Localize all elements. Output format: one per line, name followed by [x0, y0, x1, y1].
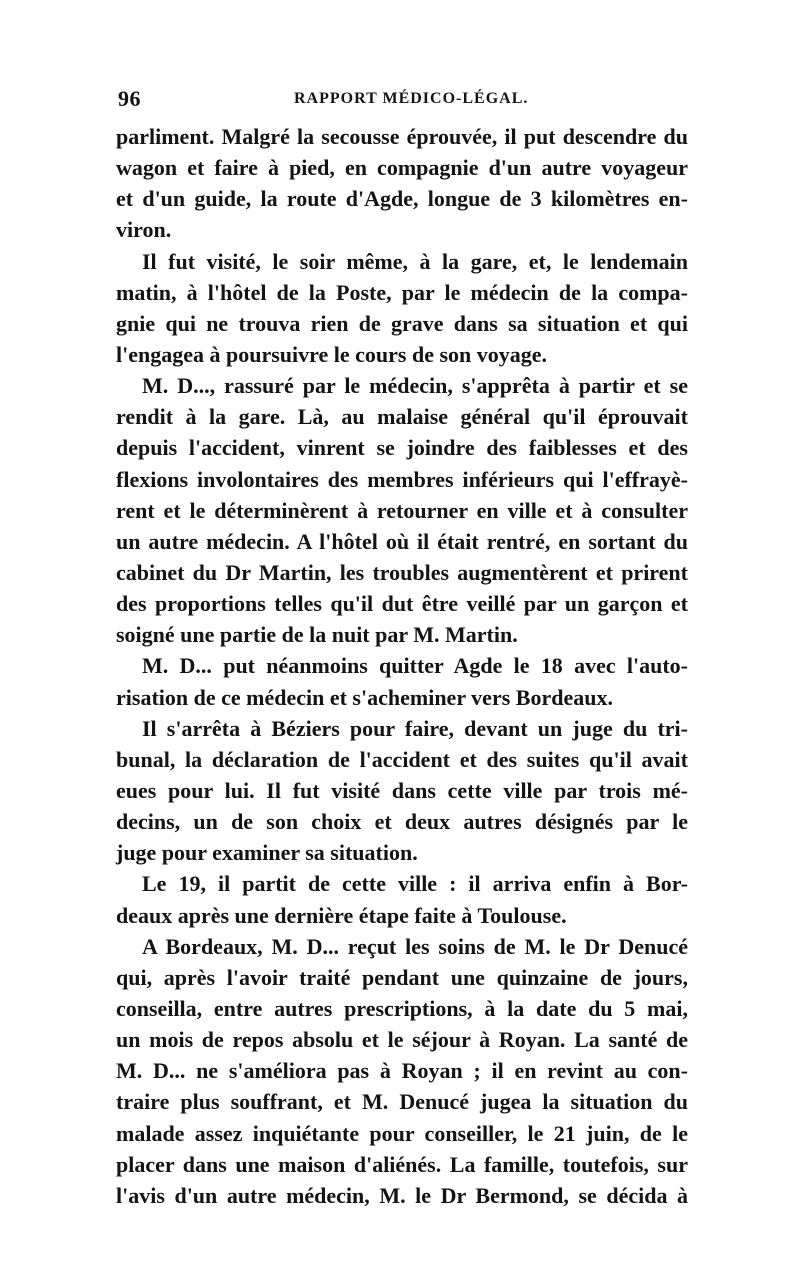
running-head	[118, 86, 678, 116]
page-number: 96	[118, 86, 141, 111]
text-line: Il fut visité, le soir même, à la gare, et, le lendemain	[142, 248, 688, 274]
body-text	[116, 121, 688, 1211]
text-line: malade assez inquiétante pour conseiller, le 21 juin, de le	[116, 1120, 688, 1146]
text-line: viron.	[116, 217, 172, 243]
text-line: Il s'arrêta à Béziers pour faire, devant un juge du tri-	[142, 715, 688, 741]
text-line: Le 19, il partit de cette ville : il arriva enfin à Bor-	[142, 871, 688, 897]
text-line: bunal, la déclaration de l'accident et des suites qu'il avait	[116, 746, 688, 772]
text-line: un autre médecin. A l'hôtel où il était rentré, en sortant du	[116, 528, 688, 554]
text-line: M. D... ne s'améliora pas à Royan ; il en revint au con-	[116, 1058, 688, 1084]
text-line: et d'un guide, la route d'Agde, longue de 3 kilomètres en-	[116, 186, 688, 212]
text-line: A Bordeaux, M. D... reçut les soins de M. le Dr Denucé	[142, 933, 688, 959]
text-line: deaux après une dernière étape faite à Toulouse.	[116, 902, 567, 928]
text-line: wagon et faire à pied, en compagnie d'un autre voyageur	[116, 155, 688, 181]
text-line: un mois de repos absolu et le séjour à Royan. La santé de	[116, 1027, 688, 1053]
text-line: traire plus souffrant, et M. Denucé jugea la situation du	[116, 1089, 688, 1115]
text-line: matin, à l'hôtel de la Poste, par le médecin de la compa-	[116, 279, 688, 305]
text-line: flexions involontaires des membres inférieurs qui l'effrayè-	[116, 466, 688, 492]
running-title: RAPPORT MÉDICO-LÉGAL.	[294, 90, 529, 107]
text-line: gnie qui ne trouva rien de grave dans sa situation et qui	[116, 310, 688, 336]
text-line: l'engagea à poursuivre le cours de son voyage.	[116, 341, 548, 367]
text-line: rendit à la gare. Là, au malaise général qu'il éprouvait	[116, 404, 688, 430]
text-line: des proportions telles qu'il dut être veillé par un garçon et	[116, 591, 688, 617]
text-line: placer dans une maison d'aliénés. La famille, toutefois, sur	[116, 1151, 688, 1177]
text-line: l'avis d'un autre médecin, M. le Dr Bermond, se décida à	[116, 1182, 688, 1208]
text-line: juge pour examiner sa situation.	[116, 840, 418, 866]
text-line: conseilla, entre autres prescriptions, à la date du 5 mai,	[116, 995, 688, 1021]
text-line: M. D... put néanmoins quitter Agde le 18 avec l'auto-	[142, 653, 688, 679]
text-line: eues pour lui. Il fut visité dans cette ville par trois mé-	[116, 777, 688, 803]
text-line: rent et le déterminèrent à retourner en ville et à consulter	[116, 497, 688, 523]
text-line: risation de ce médecin et s'acheminer vers Bordeaux.	[116, 684, 613, 710]
text-line: qui, après l'avoir traité pendant une quinzaine de jours,	[116, 964, 688, 990]
text-line: soigné une partie de la nuit par M. Martin.	[116, 622, 518, 648]
text-line: M. D..., rassuré par le médecin, s'apprêta à partir et se	[142, 373, 688, 399]
text-line: depuis l'accident, vinrent se joindre des faiblesses et des	[116, 435, 688, 461]
text-line: cabinet du Dr Martin, les troubles augmentèrent et prirent	[116, 559, 688, 585]
text-line: decins, un de son choix et deux autres désignés par le	[116, 809, 688, 835]
text-line: parliment. Malgré la secousse éprouvée, il put descendre du	[116, 124, 688, 149]
